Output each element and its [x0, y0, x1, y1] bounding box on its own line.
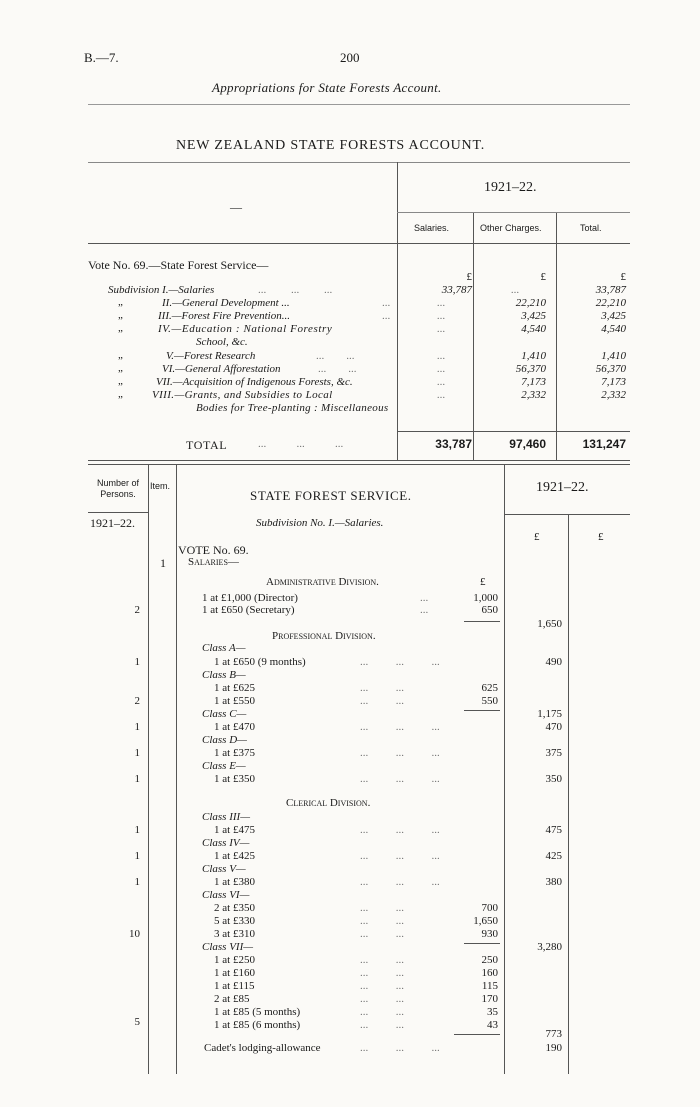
currency-salaries: £	[466, 271, 472, 283]
summary-total: 3,425	[601, 310, 626, 322]
summary-total: 7,173	[601, 376, 626, 388]
entry-text: 1 at £475	[214, 824, 255, 836]
subtotal-rule	[464, 621, 500, 622]
summary-total: 56,370	[595, 363, 626, 375]
line-total: 425	[545, 850, 562, 862]
ditto-mark: „	[118, 362, 123, 374]
currency-other: £	[540, 271, 546, 283]
line-total: 380	[545, 876, 562, 888]
summary-other: 4,540	[521, 323, 546, 335]
persons-count: 1	[134, 747, 140, 759]
subtotal-rule	[464, 710, 500, 711]
entry-text: 1 at £1,000 (Director)	[202, 592, 298, 604]
col-item: Item.	[150, 481, 171, 491]
salaries-label: Salaries—	[188, 556, 239, 568]
entry-text: 1 at £160	[214, 967, 255, 979]
summary-bottom-rule	[88, 460, 630, 461]
leader-dots: ... ...	[360, 695, 404, 707]
entry-amount: 170	[481, 993, 498, 1005]
summary-salaries: ...	[436, 310, 446, 322]
page-number: 200	[340, 50, 360, 65]
detail-col-divider-total2	[568, 514, 569, 1074]
summary-row-label: VII.—Acquisition of Indigenous Forests, &c.	[156, 376, 353, 388]
persons-year: 1921–22.	[90, 516, 135, 530]
summary-col-divider-2	[473, 212, 474, 460]
summary-row-label: IV.—Education : National Forestry	[158, 323, 333, 335]
persons-count: 1	[134, 773, 140, 785]
line-total: 490	[545, 656, 562, 668]
col-salaries: Salaries.	[414, 223, 450, 233]
detail-col-divider-persons	[148, 464, 149, 1074]
total-label: TOTAL	[186, 438, 228, 452]
summary-year-rule	[397, 212, 630, 213]
persons-count: 10	[129, 928, 140, 940]
line-total: 475	[545, 824, 562, 836]
class-label: Class VII—	[202, 941, 254, 953]
entry-text: 1 at £650 (9 months)	[214, 656, 306, 668]
entry-amount: 625	[481, 682, 498, 694]
summary-total: 4,540	[601, 323, 626, 335]
persons-count: 1	[134, 721, 140, 733]
entry-text: 1 at £250	[214, 954, 255, 966]
leader-dots: ... ... ...	[258, 438, 344, 450]
entry-text: 1 at £115	[214, 980, 255, 992]
persons-count: 1	[134, 824, 140, 836]
subtotal-rule	[464, 943, 500, 944]
leader-dots: ... ... ...	[360, 876, 440, 888]
admin-division-heading: Administrative Division.	[266, 576, 379, 588]
entry-amount: 35	[487, 1006, 498, 1018]
entry-text: 1 at £375	[214, 747, 255, 759]
col-total: Total.	[580, 223, 602, 233]
entry-amount: 160	[481, 967, 498, 979]
leader-dots: ... ...	[360, 928, 404, 940]
entry-text: 1 at £85 (6 months)	[214, 1019, 301, 1031]
vote-label: Vote No. 69.—State Forest Service—	[88, 258, 269, 272]
summary-other: 2,332	[521, 389, 546, 401]
col-number-of-persons: Number of Persons.	[96, 478, 140, 499]
entry-text: 5 at £330	[214, 915, 255, 927]
currency-col1: £	[534, 531, 540, 543]
summary-other: ...	[510, 284, 520, 296]
summary-other: 22,210	[515, 297, 546, 309]
entry-text: 1 at £550	[214, 695, 255, 707]
entry-amount: 700	[481, 902, 498, 914]
class-label: Class III—	[202, 811, 250, 823]
doc-reference: B.—7.	[84, 50, 119, 65]
entry-amount: 115	[481, 980, 498, 992]
summary-top-rule	[88, 162, 630, 163]
leader-dots: ... ... ...	[360, 824, 440, 836]
detail-heading: STATE FOREST SERVICE.	[250, 488, 412, 503]
summary-other: 1,410	[521, 350, 546, 362]
leader-dots: ... ...	[316, 350, 355, 362]
detail-col-divider-total1	[504, 464, 505, 1074]
ditto-mark: „	[118, 322, 123, 334]
summary-salaries: ...	[436, 363, 446, 375]
lodging-label: Cadet's lodging-allowance	[204, 1042, 321, 1054]
leader-dots: ... ... ...	[360, 773, 440, 785]
class-label: Class VI—	[202, 889, 250, 901]
currency-col2: £	[598, 531, 604, 543]
class-label: Class V—	[202, 863, 246, 875]
clerical-division-heading: Clerical Division.	[286, 797, 371, 809]
line-total: 470	[545, 721, 562, 733]
summary-other: 7,173	[521, 376, 546, 388]
subtotal-amount: 1,650	[537, 618, 562, 630]
item-number: 1	[160, 556, 166, 570]
total-rule	[397, 431, 630, 432]
summary-total: 22,210	[595, 297, 626, 309]
leader-dots: ... ...	[360, 682, 404, 694]
entry-text: 1 at £470	[214, 721, 255, 733]
entry-text: 1 at £425	[214, 850, 255, 862]
class-label: Class E—	[202, 760, 246, 772]
persons-count: 1	[134, 656, 140, 668]
summary-row-label: VIII.—Grants, and Subsidies to Local	[152, 389, 333, 401]
leader-dots: ... ... ...	[360, 721, 440, 733]
summary-year: 1921–22.	[484, 180, 537, 195]
line-total: 190	[545, 1042, 562, 1054]
total-salaries: 33,787	[435, 437, 472, 451]
entry-text: 1 at £380	[214, 876, 255, 888]
summary-total: 2,332	[601, 389, 626, 401]
detail-top-rule	[88, 464, 630, 465]
summary-salaries: ...	[436, 376, 446, 388]
class-label: Class A—	[202, 642, 246, 654]
year-header-rule	[504, 514, 630, 515]
subtotal-amount: 773	[545, 1028, 562, 1040]
currency-col0: £	[480, 576, 486, 588]
summary-salaries: ...	[436, 350, 446, 362]
leader-dots: ... ...	[360, 967, 404, 979]
summary-salaries: ...	[436, 389, 446, 401]
summary-other: 56,370	[515, 363, 546, 375]
leader-dots: ... ... ...	[360, 747, 440, 759]
leader-dots: ... ...	[360, 1019, 404, 1031]
ditto-mark: „	[118, 296, 123, 308]
summary-col-divider-3	[556, 212, 557, 460]
entry-text: 2 at £350	[214, 902, 255, 914]
line-total: 350	[545, 773, 562, 785]
entry-text: 3 at £310	[214, 928, 255, 940]
summary-row-label-cont: School, &c.	[196, 336, 248, 348]
summary-row-label: III.—Forest Fire Prevention...	[158, 310, 290, 322]
summary-row-label-cont: Bodies for Tree-planting : Miscellaneous	[196, 402, 389, 414]
entry-amount: 1,650	[473, 915, 498, 927]
persons-count: 5	[134, 1016, 140, 1028]
prof-division-heading: Professional Division.	[272, 630, 376, 642]
detail-year: 1921–22.	[536, 480, 589, 495]
summary-salaries: ...	[436, 323, 446, 335]
detail-col-divider-item	[176, 464, 177, 1074]
summary-row-label: V.—Forest Research	[166, 350, 256, 362]
summary-dash: —	[230, 200, 242, 214]
summary-row-label: Subdivision I.—Salaries	[108, 284, 215, 296]
leader-dots: ... ...	[360, 980, 404, 992]
leader-dots: ... ... ...	[360, 850, 440, 862]
class-label: Class IV—	[202, 837, 250, 849]
ditto-mark: „	[118, 375, 123, 387]
total-total: 131,247	[582, 437, 626, 451]
entry-amount: 250	[481, 954, 498, 966]
leader-dots: ... ...	[360, 902, 404, 914]
leader-dots: ...	[382, 310, 391, 322]
page-subtitle: Appropriations for State Forests Account.	[212, 80, 442, 95]
persons-count: 2	[134, 604, 140, 616]
entry-amount: 550	[481, 695, 498, 707]
line-total: 375	[545, 747, 562, 759]
subtotal-amount: 3,280	[537, 941, 562, 953]
leader-dots: ... ...	[360, 915, 404, 927]
leader-dots: ... ... ...	[360, 656, 440, 668]
subtotal-rule	[454, 1034, 500, 1035]
class-label: Class C—	[202, 708, 247, 720]
leader-dots: ... ...	[318, 363, 357, 375]
summary-header-rule	[88, 243, 630, 244]
class-label: Class B—	[202, 669, 246, 681]
entry-text: 1 at £625	[214, 682, 255, 694]
summary-total: 1,410	[601, 350, 626, 362]
entry-amount: 650	[481, 604, 498, 616]
persons-count: 2	[134, 695, 140, 707]
summary-other: 3,425	[521, 310, 546, 322]
col-other-charges: Other Charges.	[480, 223, 542, 233]
entry-text: 1 at £350	[214, 773, 255, 785]
header-rule	[88, 104, 630, 105]
total-other: 97,460	[509, 437, 546, 451]
persons-count: 1	[134, 850, 140, 862]
summary-col-divider-1	[397, 162, 398, 460]
leader-dots: ... ... ...	[258, 284, 333, 296]
ditto-mark: „	[118, 349, 123, 361]
leader-dots: ...	[420, 592, 429, 604]
summary-row-label: II.—General Development ...	[162, 297, 290, 309]
ditto-mark: „	[118, 388, 123, 400]
entry-text: 1 at £650 (Secretary)	[202, 604, 295, 616]
leader-dots: ...	[420, 604, 429, 616]
leader-dots: ... ...	[360, 954, 404, 966]
summary-salaries: ...	[436, 297, 446, 309]
persons-header-rule	[88, 512, 148, 513]
summary-row-label: VI.—General Afforestation	[162, 363, 281, 375]
entry-amount: 43	[487, 1019, 498, 1031]
leader-dots: ... ...	[360, 993, 404, 1005]
entry-amount: 1,000	[473, 592, 498, 604]
entry-text: 2 at £85	[214, 993, 250, 1005]
leader-dots: ...	[382, 297, 391, 309]
ditto-mark: „	[118, 309, 123, 321]
leader-dots: ... ... ...	[360, 1042, 440, 1054]
detail-subheading: Subdivision No. I.—Salaries.	[256, 517, 384, 529]
leader-dots: ... ...	[360, 1006, 404, 1018]
class-label: Class D—	[202, 734, 247, 746]
summary-salaries: 33,787	[441, 284, 472, 296]
currency-total: £	[620, 271, 626, 283]
vote-number: VOTE No. 69.	[178, 543, 249, 557]
page-title: NEW ZEALAND STATE FORESTS ACCOUNT.	[176, 138, 486, 153]
subtotal-amount: 1,175	[537, 708, 562, 720]
entry-amount: 930	[481, 928, 498, 940]
persons-count: 1	[134, 876, 140, 888]
summary-total: 33,787	[595, 284, 626, 296]
entry-text: 1 at £85 (5 months)	[214, 1006, 301, 1018]
